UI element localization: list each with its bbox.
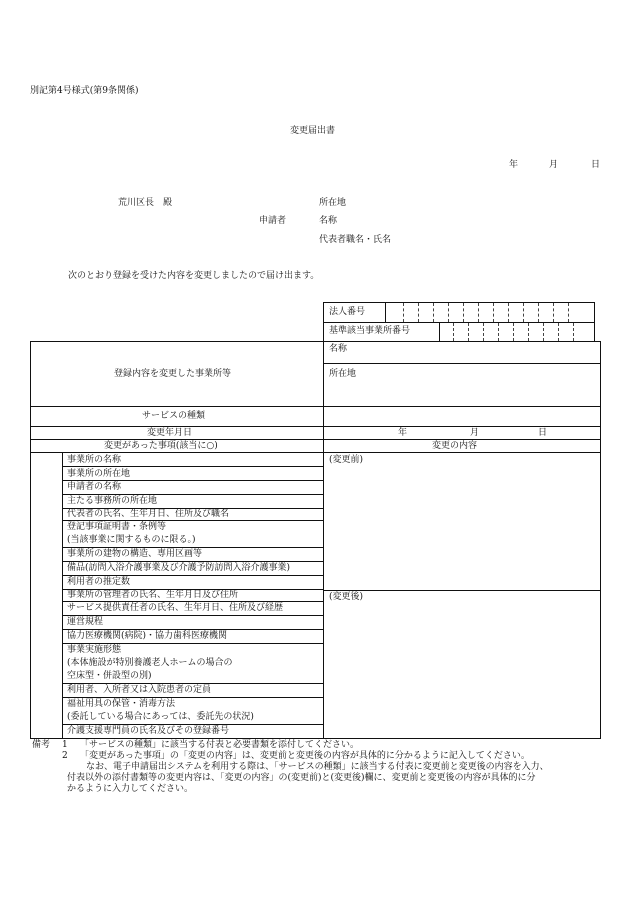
note-1-number: 1 bbox=[62, 740, 68, 750]
note-5: かるように入力してください。 bbox=[67, 784, 194, 794]
list-item: 運営規程 bbox=[67, 617, 104, 627]
list-item: (委託している場合にあっては、委託先の状況) bbox=[67, 712, 254, 722]
office-name-label: 名称 bbox=[329, 344, 348, 354]
representative-label: 代表者職名・氏名 bbox=[319, 235, 392, 245]
intro-text: 次のとおり登録を受けた内容を変更しましたので届け出ます。 bbox=[68, 271, 320, 281]
date-day: 日 bbox=[591, 160, 601, 170]
before-label: (変更前) bbox=[329, 455, 364, 465]
addressee: 荒川区長 殿 bbox=[118, 198, 173, 208]
applicant-name-label: 名称 bbox=[319, 216, 338, 226]
notes-label: 備考 bbox=[32, 740, 51, 750]
service-type-label: サービスの種類 bbox=[142, 411, 206, 421]
list-item: 代表者の氏名、生年月日、住所及び職名 bbox=[67, 509, 230, 519]
list-item: 利用者の推定数 bbox=[67, 577, 131, 587]
after-label: (変更後) bbox=[329, 592, 364, 602]
date-month: 月 bbox=[549, 160, 559, 170]
list-item: 福祉用具の保管・消毒方法 bbox=[67, 699, 176, 709]
list-item: (本体施設が特別養護老人ホームの場合の bbox=[67, 658, 233, 668]
corporate-number-label: 法人番号 bbox=[329, 307, 366, 317]
list-item: 備品(訪問入浴介護事業及び介護予防訪問入浴介護事業) bbox=[67, 563, 291, 573]
form-reference: 別記第4号様式(第9条関係) bbox=[30, 86, 139, 96]
list-item: 利用者、入所者又は入院患者の定員 bbox=[67, 685, 212, 695]
list-item: 介護支援専門員の氏名及びその登録番号 bbox=[67, 726, 230, 736]
note-1: 「サービスの種類」に該当する付表と必要書類を添付してください。 bbox=[80, 740, 360, 750]
note-2-number: 2 bbox=[62, 751, 68, 761]
applicant-label: 申請者 bbox=[259, 216, 287, 226]
standard-office-number-label: 基準該当事業所番号 bbox=[329, 326, 411, 336]
office-address-label: 所在地 bbox=[329, 369, 357, 379]
change-date-month: 月 bbox=[470, 428, 480, 438]
list-item: 事業所の管理者の氏名、生年月日及び住所 bbox=[67, 590, 239, 600]
list-item: 事業所の所在地 bbox=[67, 469, 131, 479]
list-item: 申請者の名称 bbox=[67, 482, 122, 492]
page-title: 変更届出書 bbox=[290, 126, 336, 136]
list-item: 空床型・併設型の別) bbox=[67, 671, 152, 681]
change-date-day: 日 bbox=[538, 428, 548, 438]
office-label: 登録内容を変更した事業所等 bbox=[114, 369, 232, 379]
change-content-header: 変更の内容 bbox=[432, 441, 478, 451]
list-item: 協力医療機関(病院)・協力歯科医療機関 bbox=[67, 631, 228, 641]
change-date-year: 年 bbox=[398, 428, 408, 438]
change-date-label: 変更年月日 bbox=[147, 428, 193, 438]
list-item: (当該事業に関するものに限る。) bbox=[67, 535, 196, 545]
note-2: 「変更があった事項」の「変更の内容」は、変更前と変更後の内容が具体的に分かるように記入してください。 bbox=[80, 751, 530, 761]
changed-items-header: 変更があった事項(該当に○) bbox=[104, 441, 218, 451]
list-item: 登記事項証明書・条例等 bbox=[67, 522, 167, 532]
list-item: 事業実施形態 bbox=[67, 645, 122, 655]
note-4: 付表以外の添付書類等の変更内容は、「変更の内容」の(変更前)と(変更後)欄に、変更前と変更後の内容が具体的に分 bbox=[67, 773, 536, 783]
list-item: 事業所の建物の構造、専用区画等 bbox=[67, 549, 203, 559]
list-item: 事業所の名称 bbox=[67, 455, 122, 465]
applicant-address-label: 所在地 bbox=[319, 198, 347, 208]
note-3: なお、電子申請届出システムを利用する際は、「サービスの種類」に該当する付表に変更前と変更後の内容を入力、 bbox=[86, 762, 549, 772]
date-year: 年 bbox=[509, 160, 519, 170]
list-item: サービス提供責任者の氏名、生年月日、住所及び経歴 bbox=[67, 603, 284, 613]
list-item: 主たる事務所の所在地 bbox=[67, 496, 158, 506]
